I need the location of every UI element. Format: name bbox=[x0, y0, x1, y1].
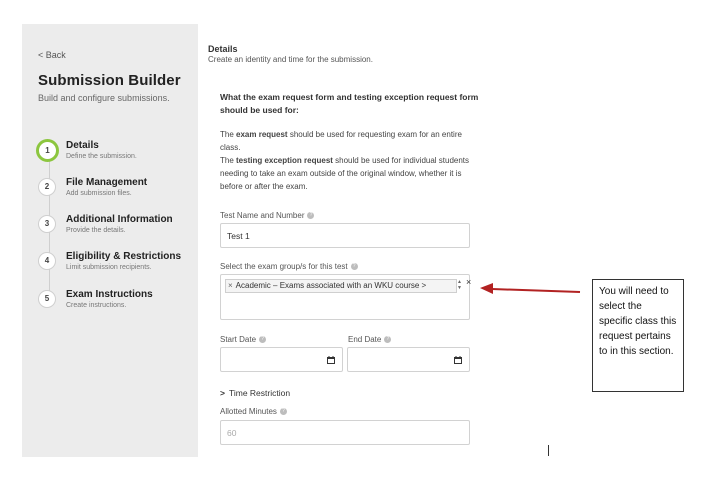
step-eligibility-restrictions[interactable] bbox=[38, 252, 208, 282]
annotation-callout: You will need to select the specific class this request pertains to in this section. bbox=[592, 279, 684, 392]
panel-title: Details bbox=[208, 44, 238, 54]
step-number: 3 bbox=[38, 215, 56, 233]
start-date-input[interactable] bbox=[220, 347, 343, 372]
calendar-icon[interactable] bbox=[320, 348, 342, 371]
help-icon[interactable]: ? bbox=[259, 336, 266, 343]
help-icon[interactable]: ? bbox=[280, 408, 287, 415]
end-date-label: End Date ? bbox=[348, 335, 391, 344]
exam-group-select[interactable] bbox=[220, 274, 470, 320]
step-description: Provide the details. bbox=[66, 227, 126, 234]
info-heading: What the exam request form and testing exception request form should be used for: bbox=[220, 92, 479, 115]
screenshot-frame bbox=[22, 24, 550, 457]
time-restriction-toggle[interactable]: > Time Restriction bbox=[220, 388, 291, 398]
allotted-minutes-input[interactable]: 60 bbox=[220, 420, 470, 445]
step-exam-instructions[interactable] bbox=[38, 290, 208, 320]
step-number: 4 bbox=[38, 252, 56, 270]
info-body bbox=[220, 128, 478, 193]
step-title: Additional Information bbox=[66, 214, 173, 225]
step-title: Exam Instructions bbox=[66, 289, 153, 300]
annotation-arrow-icon bbox=[480, 278, 584, 294]
details-panel bbox=[198, 24, 550, 457]
step-number: 1 bbox=[36, 139, 59, 162]
step-title: Eligibility & Restrictions bbox=[66, 251, 182, 262]
back-link[interactable]: < Back bbox=[38, 50, 66, 60]
step-number: 2 bbox=[38, 178, 56, 196]
info-paragraph-exam-request: The exam request should be used for requesting exam for an entire class. bbox=[220, 130, 462, 152]
exam-group-label: Select the exam group/s for this test ? bbox=[220, 262, 358, 271]
step-description: Create instructions. bbox=[66, 302, 127, 309]
step-details[interactable] bbox=[38, 141, 208, 171]
test-name-label: Test Name and Number ? bbox=[220, 211, 314, 220]
step-description: Define the submission. bbox=[66, 153, 137, 160]
step-description: Add submission files. bbox=[66, 190, 132, 197]
remove-tag-icon[interactable]: × bbox=[228, 281, 233, 290]
chevron-right-icon: > bbox=[220, 388, 225, 398]
step-description: Limit submission recipients. bbox=[66, 264, 152, 271]
left-sidebar bbox=[22, 24, 197, 457]
allotted-minutes-label: Allotted Minutes ? bbox=[220, 407, 287, 416]
clear-selection-icon[interactable]: × bbox=[466, 277, 472, 287]
step-title: File Management bbox=[66, 177, 148, 188]
test-name-input[interactable]: Test 1 bbox=[220, 223, 470, 248]
calendar-icon[interactable] bbox=[447, 348, 469, 371]
end-date-input[interactable] bbox=[347, 347, 470, 372]
step-title: Details bbox=[66, 140, 99, 151]
info-paragraph-testing-exception: The testing exception request should be used for individual students needing to take an exam outside of the original window, whether it is before or after the exam. bbox=[220, 156, 470, 191]
step-additional-information[interactable] bbox=[38, 215, 208, 245]
step-file-management[interactable] bbox=[38, 178, 208, 208]
tag-scroll-icon[interactable]: ▲ ▼ bbox=[457, 279, 462, 291]
step-number: 5 bbox=[38, 290, 56, 308]
text-cursor bbox=[548, 445, 549, 456]
exam-group-tag[interactable]: × Academic – Exams associated with an WKU course > bbox=[225, 279, 457, 293]
help-icon[interactable]: ? bbox=[307, 212, 314, 219]
page-subtitle: Build and configure submissions. bbox=[38, 93, 170, 103]
page-title: Submission Builder bbox=[38, 72, 181, 89]
help-icon[interactable]: ? bbox=[351, 263, 358, 270]
panel-subtitle: Create an identity and time for the submission. bbox=[208, 55, 373, 64]
help-icon[interactable]: ? bbox=[384, 336, 391, 343]
start-date-label: Start Date ? bbox=[220, 335, 266, 344]
